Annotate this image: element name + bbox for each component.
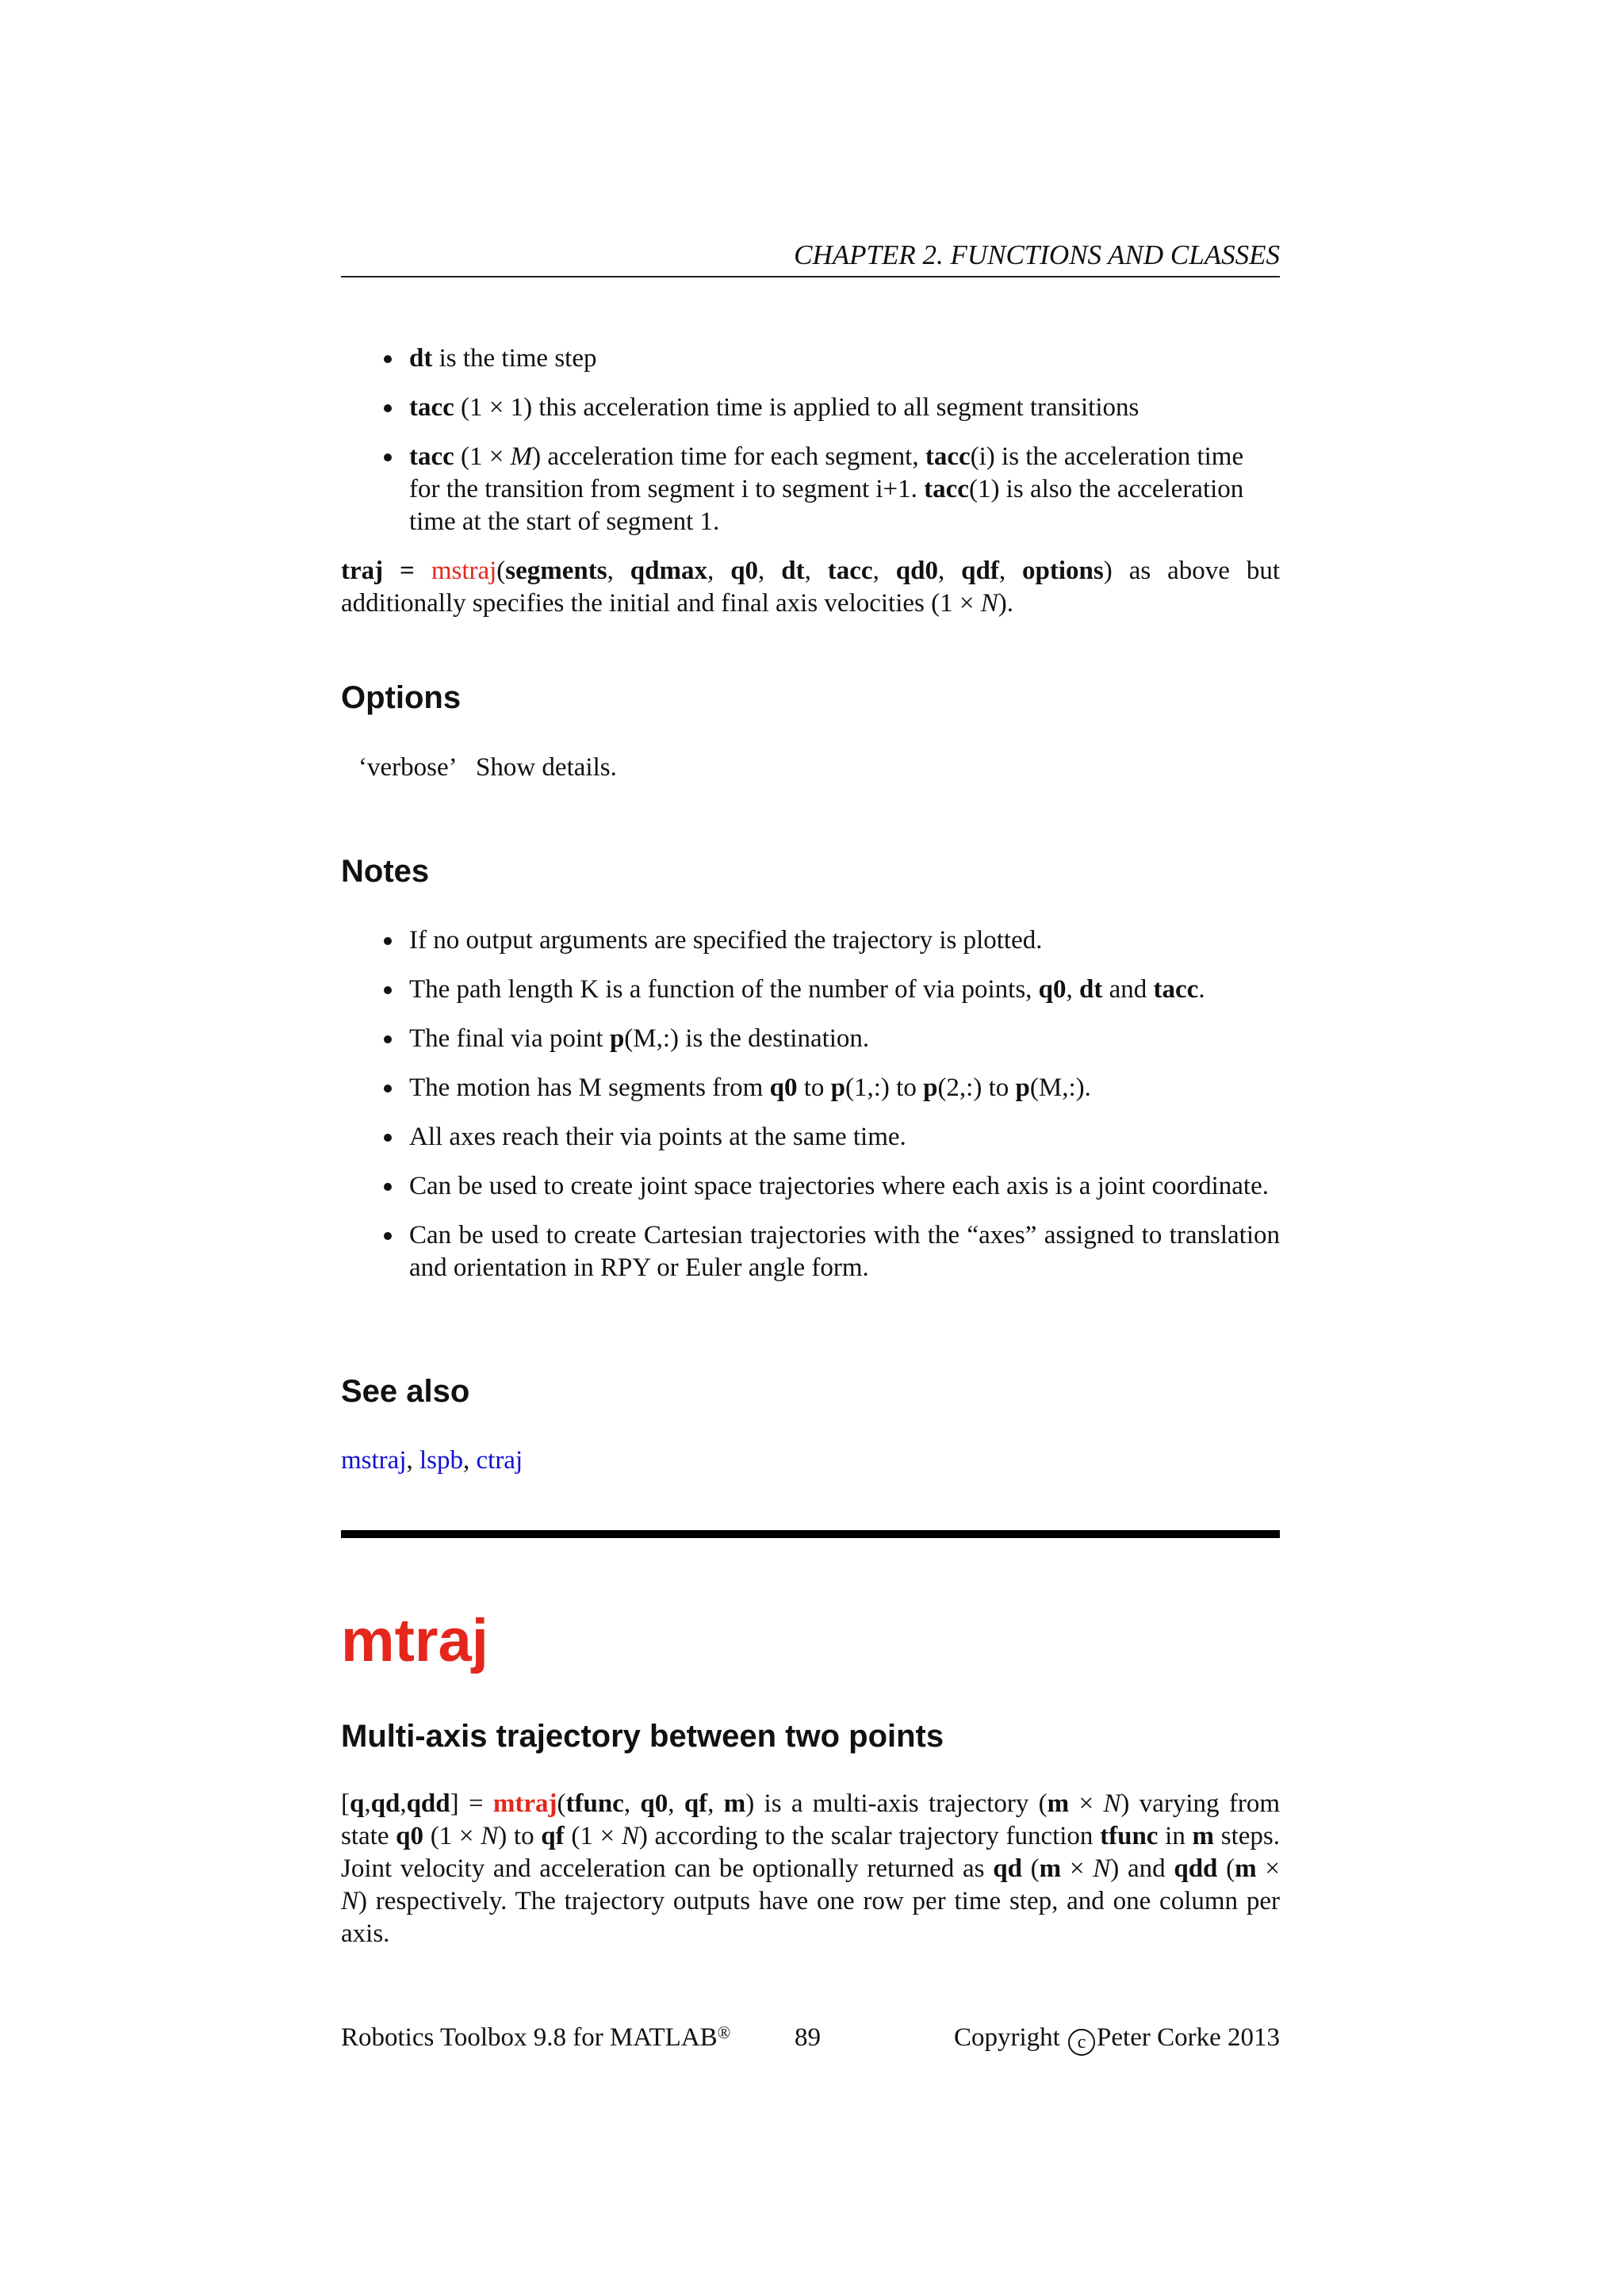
- note-text: The path length K is a function of the number of via points,: [409, 975, 1039, 1004]
- param-desc: acceleration time for each segment,: [541, 442, 925, 471]
- note-text: All axes reach their via points at the same time.: [409, 1123, 906, 1151]
- desc-text: ] =: [450, 1789, 493, 1818]
- arg: qdmax: [630, 557, 707, 585]
- param-ref: q0: [769, 1073, 798, 1102]
- copyright-text: Peter Corke 2013: [1097, 2023, 1280, 2052]
- list-item: [341, 1072, 1280, 1104]
- math-var: N: [980, 589, 998, 618]
- output-var: qdd: [406, 1789, 450, 1818]
- param-ref: p: [923, 1073, 938, 1102]
- function-title: mtraj: [341, 1607, 488, 1674]
- note-text: If no output arguments are specified the trajectory is plotted.: [409, 926, 1043, 955]
- param-ref: tacc: [924, 475, 969, 503]
- copyright-icon: c: [1068, 2029, 1095, 2056]
- param-dim: ): [532, 442, 542, 471]
- param-name: tacc: [409, 442, 454, 471]
- running-head: CHAPTER 2. FUNCTIONS AND CLASSES: [341, 238, 1280, 277]
- math-var: N: [1093, 1854, 1111, 1883]
- math-var: N: [1103, 1789, 1121, 1818]
- list-item: [341, 1023, 1280, 1055]
- desc-text: [: [341, 1789, 350, 1818]
- param-ref: qdd: [1174, 1854, 1218, 1883]
- bullet-icon: [384, 1232, 392, 1240]
- bullet-icon: [384, 404, 392, 412]
- param-ref: p: [1015, 1073, 1030, 1102]
- registered-mark: ®: [717, 2022, 731, 2042]
- param-ref: q0: [1038, 975, 1067, 1004]
- bullet-icon: [384, 1183, 392, 1191]
- desc-text: (1 ×: [423, 1822, 481, 1850]
- call-desc: ) as above but additionally specifies the initial and final axis velocities (1 ×: [341, 557, 1281, 618]
- footer-title-text: Robotics Toolbox 9.8 for MATLAB: [341, 2023, 718, 2052]
- param-ref: m: [1192, 1822, 1215, 1850]
- arg: q0: [640, 1789, 668, 1818]
- note-text: and: [1102, 975, 1154, 1004]
- param-ref: dt: [1079, 975, 1103, 1004]
- desc-text: ) respectively. The trajectory outputs have one row per time step, and one column per axis.: [341, 1887, 1280, 1948]
- arg: segments: [505, 557, 607, 585]
- call-signature: traj = mstraj(segments, qdmax, q0, dt, tacc, qd0, qdf, options) as above but additionally specifies the initial and final axis velocities (1 × N).: [341, 557, 1281, 618]
- desc-text: ) and: [1110, 1854, 1174, 1883]
- bullet-icon: [384, 1035, 392, 1043]
- desc-text: ) is a multi-axis trajectory (: [745, 1789, 1048, 1818]
- desc-text: ) varying from state: [341, 1789, 1280, 1850]
- param-ref: m: [1039, 1854, 1062, 1883]
- param-ref: tacc: [925, 442, 971, 471]
- param-name: dt: [409, 344, 433, 373]
- note-text: ,: [1066, 975, 1080, 1004]
- bullet-icon: [384, 986, 392, 994]
- list-item: [341, 441, 1280, 538]
- param-ref: p: [830, 1073, 845, 1102]
- note-text: The motion has M segments from: [409, 1073, 770, 1102]
- bullet-icon: [384, 1134, 392, 1142]
- list-item: [341, 1170, 1280, 1203]
- output-var: qd: [370, 1789, 400, 1818]
- param-ref: qf: [541, 1822, 565, 1850]
- page-number: 89: [795, 2023, 821, 2052]
- param-ref: tacc: [1153, 975, 1199, 1004]
- page-footer: [341, 2020, 1280, 2058]
- arg: q0: [730, 557, 759, 585]
- see-also-heading: See also: [341, 1374, 470, 1409]
- output-var: q: [350, 1789, 365, 1818]
- option-key: ‘verbose’: [358, 753, 458, 782]
- param-dim: (1 × 1): [461, 393, 533, 422]
- arg: qd0: [895, 557, 938, 585]
- note-text: Can be used to create Cartesian trajectories with the “axes” assigned to translation and orientation in RPY or Euler angle form.: [409, 1221, 1280, 1282]
- footer-copyright: [954, 2020, 1280, 2056]
- param-name: tacc: [409, 393, 454, 422]
- desc-text: ×: [1069, 1789, 1104, 1818]
- function-description: [q,qd,qdd] = mtraj(tfunc, q0, qf, m) is a multi-axis trajectory (m × N) varying from state q0 (1 × N) to qf (1 × N) according to the scalar trajectory function tfunc in m steps. Joint velocity and acceleration can be optionally returned as qd (m × N) and qdd (m × N) respectively. The trajectory outputs have one row per time step, and one column per axis.: [341, 1789, 1280, 1948]
- footer-title: [341, 2020, 730, 2055]
- desc-text: ) according to the scalar trajectory function: [638, 1822, 1101, 1850]
- section-divider: [341, 1530, 1280, 1538]
- param-desc: is the time step: [432, 344, 597, 373]
- desc-text: (: [1021, 1854, 1040, 1883]
- note-text: Can be used to create joint space trajectories where each axis is a joint coordinate.: [409, 1172, 1269, 1200]
- math-var: M: [510, 442, 533, 471]
- notes-list: [341, 924, 1280, 1301]
- arg: tacc: [827, 557, 873, 585]
- param-ref: q0: [396, 1822, 424, 1850]
- bullet-icon: [384, 1085, 392, 1093]
- call-desc: ).: [998, 589, 1013, 618]
- note-text: .: [1198, 975, 1205, 1004]
- arg: qdf: [961, 557, 999, 585]
- option-desc: Show details.: [476, 753, 617, 782]
- math-var: N: [341, 1887, 359, 1915]
- desc-text: steps. Joint velocity and acceleration can be optionally returned as: [341, 1822, 1280, 1883]
- note-text: to: [797, 1073, 831, 1102]
- note-text: The final via point: [409, 1024, 610, 1053]
- function-name: mtraj: [492, 1789, 557, 1818]
- options-heading: Options: [341, 680, 462, 715]
- list-item: [341, 924, 1280, 957]
- arg: m: [723, 1789, 746, 1818]
- param-ref: m: [1235, 1854, 1257, 1883]
- desc-text: ) to: [498, 1822, 542, 1850]
- list-item: [341, 1219, 1280, 1284]
- param-desc: this acceleration time is applied to all segment transitions: [532, 393, 1139, 422]
- link-mstraj[interactable]: mstraj: [341, 1446, 407, 1475]
- note-text: (M,:) is the destination.: [624, 1024, 870, 1053]
- param-dim: (1 ×: [461, 442, 511, 471]
- param-desc: (1) is also the acceleration time at the start of segment 1.: [409, 475, 1244, 536]
- desc-text: (1 ×: [564, 1822, 622, 1850]
- arg: qf: [684, 1789, 708, 1818]
- list-item: [341, 974, 1280, 1006]
- arg: options: [1022, 557, 1104, 585]
- parameter-list: [341, 342, 1280, 555]
- param-ref: tfunc: [1100, 1822, 1159, 1850]
- param-ref: m: [1047, 1789, 1070, 1818]
- function-name: mstraj: [431, 557, 497, 585]
- bullet-icon: [384, 453, 392, 461]
- bullet-icon: [384, 355, 392, 363]
- output-var: traj =: [341, 557, 431, 585]
- option-row: [341, 752, 1280, 784]
- note-text: (2,:) to: [937, 1073, 1016, 1102]
- desc-text: in: [1158, 1822, 1193, 1850]
- link-ctraj[interactable]: ctraj: [476, 1446, 523, 1475]
- note-text: (M,:).: [1029, 1073, 1091, 1102]
- function-subtitle: Multi-axis trajectory between two points: [341, 1719, 944, 1754]
- desc-text: (: [1217, 1854, 1235, 1883]
- list-item: [341, 1121, 1280, 1154]
- notes-heading: Notes: [341, 854, 430, 889]
- param-ref: qd: [993, 1854, 1022, 1883]
- arg: dt: [781, 557, 805, 585]
- bullet-icon: [384, 937, 392, 945]
- link-lspb[interactable]: lspb: [419, 1446, 463, 1475]
- arg: tfunc: [565, 1789, 624, 1818]
- desc-text: ×: [1256, 1854, 1280, 1883]
- note-text: (1,:) to: [845, 1073, 924, 1102]
- list-item: [341, 342, 1280, 375]
- copyright-text: Copyright: [953, 2023, 1067, 2052]
- math-var: N: [481, 1822, 499, 1850]
- see-also-links: mstraj, lspb, ctraj: [341, 1446, 523, 1475]
- desc-text: ×: [1061, 1854, 1094, 1883]
- param-ref: p: [609, 1024, 625, 1053]
- list-item: [341, 392, 1280, 424]
- math-var: N: [621, 1822, 639, 1850]
- param-desc: (i) is the acceleration time for the transition from segment i to segment i+1.: [409, 442, 1244, 503]
